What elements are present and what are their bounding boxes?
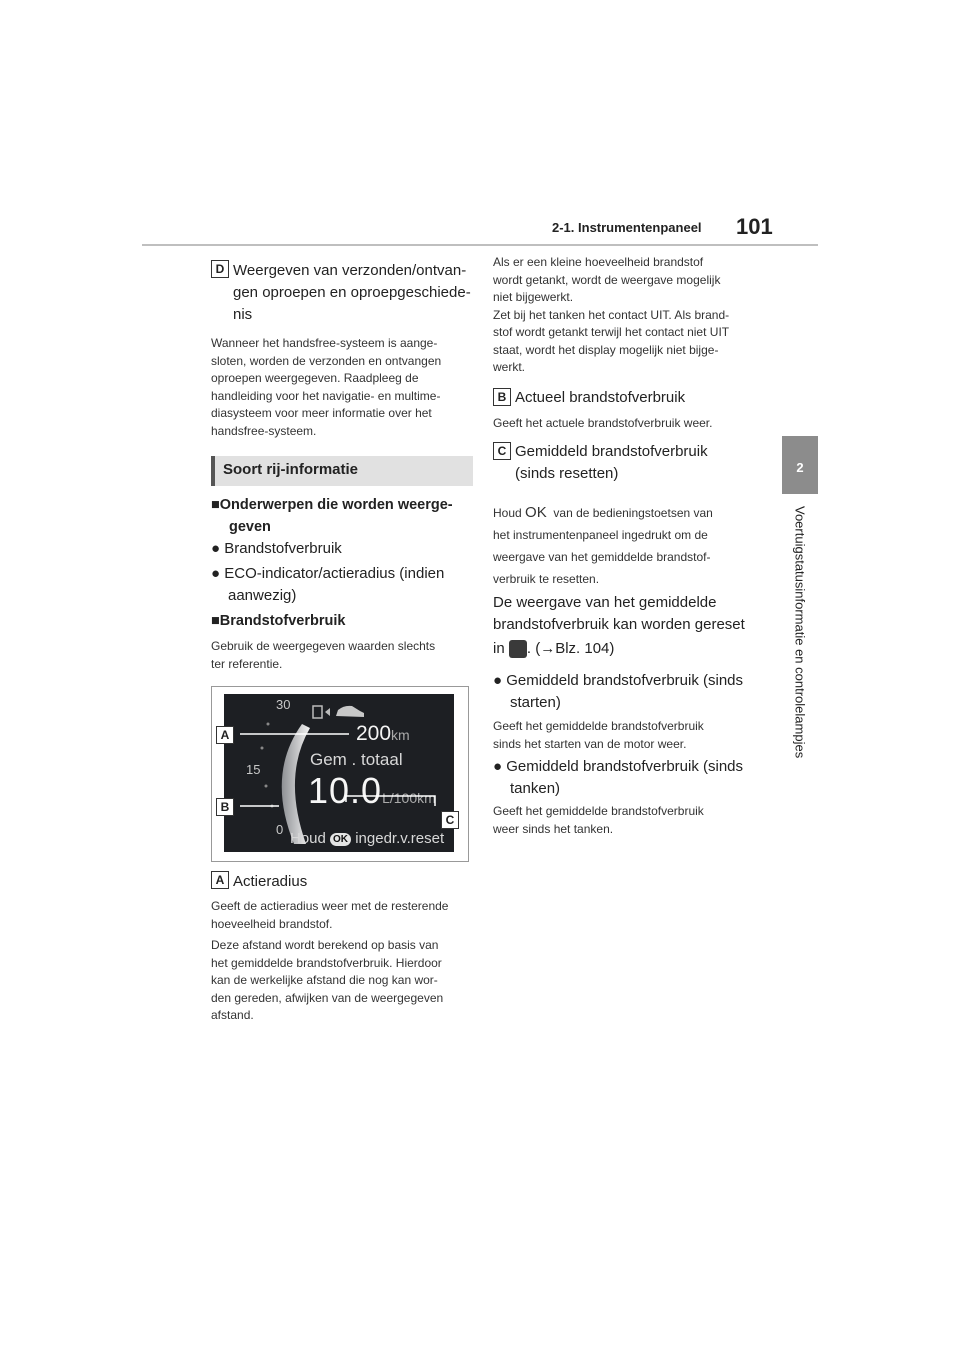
a-heading: Actieradius	[233, 873, 308, 890]
bullet-icon: ●	[493, 758, 503, 775]
bullet-fuel: ● Brandstofverbruik	[211, 540, 342, 557]
callout-b-label: B	[493, 388, 511, 406]
chapter-side-title	[792, 506, 808, 776]
subheading-topics: ■Onderwerpen die worden weerge- geven	[211, 497, 453, 535]
callout-d-label: D	[211, 260, 229, 278]
chapter-tab	[782, 436, 818, 494]
figure-label-c: C	[441, 811, 459, 829]
page-number: 101	[736, 214, 773, 239]
c-heading: Gemiddeld brandstofverbruik (sinds resetten)	[515, 443, 708, 482]
bullet-icon: ●	[211, 565, 221, 582]
b-heading: Actueel brandstofverbruik	[515, 389, 686, 406]
bullet-eco: ● ECO-indicator/actieradius (indien aanwezig)	[211, 565, 445, 604]
fuel-note: Gebruik de weergegeven waarden slechts ter referentie.	[211, 639, 436, 671]
bullet-icon: ●	[211, 540, 221, 557]
since-refuel-description: Geeft het gemiddelde brandstofverbruik weer sinds het tanken.	[493, 804, 704, 836]
subheading-fuel: ■Brandstofverbruik	[211, 613, 346, 629]
mode-label: Gem . totaal	[310, 750, 403, 769]
range-readout: 200km	[356, 722, 410, 745]
scale-15: 15	[246, 762, 261, 777]
reset-info: De weergave van het gemiddelde brandstofverbruik kan worden gereset in . (→Blz. 104)	[493, 594, 745, 657]
c-description: Houd OK van de bedieningstoetsen van het instrumentenpaneel ingedrukt om de weergave van het gemiddelde brandstof- verbruik te resetten.	[493, 504, 713, 586]
fuel-readout: 10.0L/100km	[308, 770, 436, 811]
callout-a-label: A	[211, 871, 229, 889]
square-bullet-icon: ■	[211, 613, 220, 629]
b-description: Geeft het actuele brandstofverbruik weer.	[493, 416, 713, 430]
header-divider	[142, 244, 818, 246]
square-bullet-icon: ■	[211, 497, 220, 513]
scale-30: 30	[276, 697, 291, 712]
chapter-number: 2	[796, 460, 804, 475]
scale-0: 0	[276, 822, 284, 837]
section-heading: Soort rij-informatie	[223, 461, 359, 478]
section-title: 2-1. Instrumentenpaneel	[552, 220, 702, 235]
d-description: Wanneer het handsfree-systeem is aange- sloten, worden de verzonden en ontvangen oproepen weergegeven. Raadpleeg de handleiding voor het navigatie- en multime- diasysteem voor meer informatie over het handsfree-systeem.	[211, 336, 442, 438]
section-heading-bar	[211, 456, 473, 486]
ok-icon: OK	[525, 504, 547, 521]
bullet-icon: ●	[493, 672, 503, 689]
chapter-title: Voertuigstatusinformatie en controlelampjes	[792, 506, 808, 759]
a-description-2: Deze afstand wordt berekend op basis van het gemiddelde brandstofverbruik. Hierdoor kan de werkelijke afstand die nog kan wor- den gereden, afwijken van de weergegeven afstand.	[211, 938, 444, 1022]
figure-label-b: B	[216, 798, 234, 816]
since-start-description: Geeft het gemiddelde brandstofverbruik sinds het starten van de motor weer.	[493, 719, 704, 751]
a-description-1: Geeft de actieradius weer met de resterende hoeveelheid brandstof.	[211, 899, 449, 931]
figure-leader-lines	[211, 686, 467, 860]
bullet-since-start: ● Gemiddeld brandstofverbruik (sinds starten)	[493, 672, 744, 711]
reset-hint: Houd OK ingedr.v.reset	[290, 830, 445, 847]
settings-gear-icon	[509, 640, 527, 658]
bullet-since-refuel: ● Gemiddeld brandstofverbruik (sinds tanken)	[493, 758, 744, 797]
callout-c-label: C	[493, 442, 511, 460]
d-heading: Weergeven van verzonden/ontvan- gen oproepen en oproepgeschiede- nis	[233, 262, 471, 323]
figure-label-a: A	[216, 726, 234, 744]
ok-button-icon: OK	[330, 833, 351, 846]
refuel-note: Als er een kleine hoeveelheid brandstof wordt getankt, wordt de weergave mogelijk niet bijgewerkt. Zet bij het tanken het contact UIT. Als brand- stof wordt getankt terwijl het contact niet UIT staat, wordt het display mogelijk niet bijge- werkt.	[493, 255, 730, 374]
